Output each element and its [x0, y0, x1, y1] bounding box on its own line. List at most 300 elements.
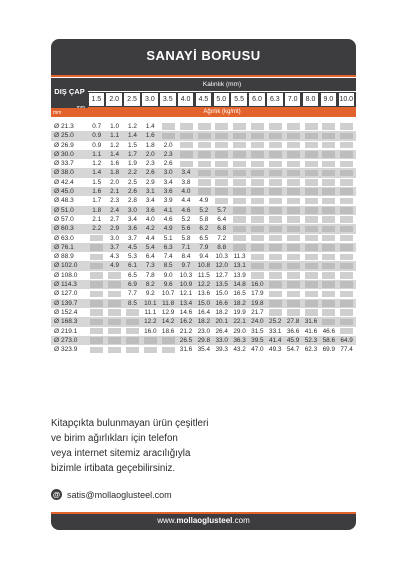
outer-diameter-cell: Ø 21.3: [54, 123, 74, 130]
empty-cell: [340, 254, 353, 261]
outer-diameter-cell: Ø 323.9: [54, 346, 78, 354]
outer-diameter-cell: Ø 102.0: [54, 262, 78, 270]
weight-cell: 7.7: [127, 290, 137, 298]
contact-note-line: Kitapçıkta bulunmayan ürün çeşitleri: [51, 418, 209, 429]
empty-cell: [322, 291, 335, 298]
outer-diameter-unit-left: mm: [53, 110, 62, 116]
empty-cell: [287, 254, 300, 261]
weight-cell: 1.5: [92, 178, 102, 186]
weight-cell: 11.5: [197, 271, 210, 279]
empty-cell: [90, 337, 103, 344]
empty-cell: [215, 188, 228, 195]
email-contact[interactable]: [51, 489, 172, 500]
weight-cell: 9.6: [163, 281, 173, 289]
empty-cell: [90, 291, 103, 298]
empty-cell: [144, 337, 157, 344]
empty-cell: [322, 272, 335, 279]
empty-cell: [269, 161, 282, 168]
empty-cell: [305, 291, 318, 298]
footer-bar: [51, 512, 356, 530]
empty-cell: [251, 207, 264, 214]
table-row: [51, 308, 356, 317]
weight-cell: 1.4: [145, 123, 155, 130]
weight-cell: 8.4: [181, 253, 191, 261]
weight-cell: 14.8: [233, 281, 246, 289]
weight-cell: 24.0: [251, 318, 264, 326]
empty-cell: [287, 179, 300, 186]
empty-cell: [340, 244, 353, 251]
empty-cell: [198, 170, 211, 177]
weight-cell: 8.5: [163, 262, 173, 270]
website-suffix: .com: [232, 516, 250, 525]
empty-cell: [287, 207, 300, 214]
weight-cell: 22.1: [233, 318, 246, 326]
empty-cell: [251, 133, 264, 140]
weight-cell: 12.7: [215, 271, 228, 279]
contact-note-line: bizimle irtibata geçebilirsiniz.: [51, 463, 176, 474]
weight-cell: 7.8: [145, 271, 155, 279]
empty-cell: [305, 170, 318, 177]
empty-cell: [269, 263, 282, 270]
weight-cell: 4.4: [181, 197, 191, 205]
empty-cell: [322, 198, 335, 205]
title-accent-stripe: [51, 75, 356, 77]
weight-cell: 2.0: [110, 178, 120, 186]
weight-cell: 39.5: [251, 336, 264, 344]
empty-cell: [269, 198, 282, 205]
empty-cell: [269, 235, 282, 242]
empty-cell: [198, 133, 211, 140]
table-row: [51, 252, 356, 261]
weight-cell: 18.6: [161, 327, 175, 335]
table-row: [51, 178, 356, 187]
empty-cell: [340, 216, 353, 223]
weight-cell: 26.4: [215, 327, 228, 335]
empty-cell: [269, 151, 282, 158]
weight-cell: 36.3: [233, 336, 246, 344]
empty-cell: [198, 123, 211, 130]
weight-cell: 12.2: [197, 281, 211, 289]
table-row: [51, 317, 356, 326]
weight-cell: 2.1: [110, 188, 120, 196]
thickness-value: 7.0: [285, 93, 301, 106]
weight-cell: 16.0: [144, 327, 157, 335]
weight-cell: 4.0: [181, 188, 191, 196]
weight-cell: 3.0: [110, 234, 120, 242]
weight-cell: 16.5: [233, 290, 246, 298]
empty-cell: [233, 216, 246, 223]
empty-cell: [233, 198, 246, 205]
table-row: [51, 243, 356, 252]
empty-cell: [90, 319, 103, 326]
weight-cell: 6.4: [145, 253, 155, 261]
empty-cell: [305, 133, 318, 140]
weight-cell: 1.2: [127, 123, 137, 130]
weight-cell: 13.5: [215, 281, 228, 289]
table-row: [51, 131, 356, 140]
empty-cell: [108, 291, 121, 298]
weight-cell: 0.9: [92, 132, 102, 140]
weight-cell: 4.9: [163, 225, 173, 233]
empty-cell: [340, 309, 353, 316]
weight-cell: 3.1: [145, 188, 155, 196]
email-address[interactable]: satis@mollaoglusteel.com: [67, 489, 172, 500]
empty-cell: [162, 347, 175, 354]
empty-cell: [287, 216, 300, 223]
empty-cell: [340, 151, 353, 158]
weight-cell: 16.6: [215, 299, 228, 307]
empty-cell: [215, 133, 228, 140]
weight-cell: 4.6: [181, 206, 191, 214]
empty-cell: [233, 123, 246, 130]
weight-cell: 4.0: [145, 215, 155, 223]
empty-cell: [108, 300, 121, 307]
outer-diameter-cell: Ø 76.1: [54, 243, 74, 251]
outer-diameter-header: [51, 78, 88, 117]
weight-cell: 4.4: [145, 234, 155, 242]
empty-cell: [340, 235, 353, 242]
weight-cell: 3.4: [145, 197, 155, 205]
weight-cell: 7.1: [181, 243, 191, 251]
outer-diameter-label: DIŞ ÇAP: [54, 87, 85, 96]
outer-diameter-cell: Ø 51.0: [54, 206, 74, 214]
weight-cell: 6.8: [217, 225, 227, 233]
thickness-value: 3.0: [142, 93, 158, 106]
empty-cell: [180, 142, 193, 149]
empty-cell: [233, 133, 246, 140]
empty-cell: [215, 161, 228, 168]
empty-cell: [269, 291, 282, 298]
weight-cell: 3.4: [181, 169, 191, 177]
weight-cell: 27.8: [286, 318, 300, 326]
weight-cell: 1.8: [110, 169, 120, 177]
weight-cell: 3.7: [127, 234, 137, 242]
empty-cell: [322, 216, 335, 223]
table-row: [51, 234, 356, 243]
weight-cell: 21.2: [179, 327, 193, 335]
weight-cell: 9.2: [145, 290, 155, 298]
empty-cell: [126, 328, 139, 335]
table-row: [51, 122, 356, 131]
empty-cell: [287, 272, 300, 279]
weight-cell: 2.6: [127, 188, 137, 196]
empty-cell: [251, 244, 264, 251]
outer-diameter-cell: Ø 26.9: [54, 141, 74, 149]
outer-diameter-cell: Ø 152.4: [54, 308, 78, 316]
empty-cell: [233, 161, 246, 168]
thickness-value: 3.5: [160, 93, 176, 106]
empty-cell: [90, 309, 103, 316]
empty-cell: [233, 142, 246, 149]
weight-cell: 3.0: [127, 206, 137, 214]
empty-cell: [215, 170, 228, 177]
empty-cell: [305, 123, 318, 130]
weight-cell: 39.3: [215, 346, 228, 354]
empty-cell: [269, 123, 282, 130]
empty-cell: [287, 133, 300, 140]
weight-cell: 3.7: [110, 243, 120, 251]
table-row: [51, 196, 356, 205]
outer-diameter-cell: Ø 38.0: [54, 169, 74, 177]
empty-cell: [322, 133, 335, 140]
outer-diameter-cell: Ø 30.0: [54, 150, 74, 158]
weight-cell: 6.5: [127, 271, 137, 279]
page-title: SANAYİ BORUSU: [146, 48, 261, 63]
empty-cell: [287, 198, 300, 205]
weight-cell: 54.7: [286, 346, 300, 354]
weight-cell: 3.6: [163, 188, 173, 196]
weight-cell: 12.9: [161, 308, 175, 316]
empty-cell: [305, 300, 318, 307]
empty-cell: [269, 281, 282, 288]
empty-cell: [233, 151, 246, 158]
empty-cell: [215, 142, 228, 149]
empty-cell: [251, 151, 264, 158]
empty-cell: [251, 188, 264, 195]
empty-cell: [340, 179, 353, 186]
weight-cell: 6.5: [199, 234, 209, 242]
thickness-value: 2.5: [124, 93, 140, 106]
weight-cell: 11.3: [233, 253, 246, 261]
weight-cell: 14.2: [161, 318, 175, 326]
empty-cell: [269, 309, 282, 316]
empty-cell: [269, 207, 282, 214]
weight-cell: 1.6: [92, 188, 102, 196]
outer-diameter-cell: Ø 168.3: [54, 318, 78, 326]
empty-cell: [251, 235, 264, 242]
empty-cell: [305, 161, 318, 168]
weight-cell: 19.9: [233, 308, 246, 316]
weight-cell: 5.2: [181, 215, 191, 223]
contact-note-line: veya internet sitemiz aracılığıyla: [51, 448, 191, 459]
weight-cell: 18.2: [215, 308, 228, 316]
empty-cell: [305, 226, 318, 233]
weight-cell: 6.9: [127, 281, 137, 289]
weight-cell: 7.4: [163, 253, 173, 261]
weight-cell: 11.1: [144, 308, 157, 316]
empty-cell: [305, 263, 318, 270]
outer-diameter-cell: Ø 48.3: [54, 197, 74, 205]
empty-cell: [322, 161, 335, 168]
weight-cell: 11.8: [162, 299, 175, 307]
weight-cell: 52.3: [304, 336, 318, 344]
weight-cell: 16.2: [179, 318, 193, 326]
weight-cell: 5.3: [127, 253, 137, 261]
outer-diameter-cell: Ø 219.1: [54, 327, 78, 335]
weight-cell: 31.5: [251, 327, 264, 335]
weight-cell: 12.2: [144, 318, 157, 326]
weight-cell: 1.8: [145, 141, 155, 149]
contact-note-line: ve birim ağırlıkları için telefon: [51, 433, 178, 444]
table-row: [51, 224, 356, 233]
empty-cell: [305, 281, 318, 288]
empty-cell: [90, 347, 103, 354]
empty-cell: [108, 337, 121, 344]
weight-cell: 9.0: [163, 271, 173, 279]
weight-cell: 1.4: [92, 169, 102, 177]
table-row: [51, 271, 356, 280]
outer-diameter-cell: Ø 33.7: [54, 160, 74, 168]
thickness-values-row: [88, 92, 356, 107]
weight-cell: 1.6: [145, 132, 155, 140]
empty-cell: [269, 272, 282, 279]
empty-cell: [269, 133, 282, 140]
empty-cell: [251, 142, 264, 149]
weight-cell: 3.6: [127, 225, 137, 233]
footer-accent-stripe: [51, 512, 356, 514]
thickness-value: 6.0: [249, 93, 265, 106]
empty-cell: [108, 309, 121, 316]
empty-cell: [198, 188, 211, 195]
empty-cell: [287, 151, 300, 158]
weight-cell: 41.4: [269, 336, 282, 344]
outer-diameter-cell: Ø 63.0: [54, 234, 74, 242]
weight-cell: 2.1: [92, 215, 102, 223]
empty-cell: [305, 179, 318, 186]
weight-cell: 35.4: [197, 346, 211, 354]
weight-cell: 8.8: [217, 243, 227, 251]
empty-cell: [251, 272, 264, 279]
outer-diameter-cell: Ø 88.9: [54, 253, 74, 261]
empty-cell: [322, 207, 335, 214]
thickness-value: 2.0: [106, 93, 122, 106]
empty-cell: [198, 142, 211, 149]
empty-cell: [126, 337, 139, 344]
weight-cell: 0.7: [92, 123, 102, 130]
thickness-value: 8.0: [303, 93, 319, 106]
empty-cell: [322, 235, 335, 242]
table-row: [51, 289, 356, 298]
empty-cell: [305, 188, 318, 195]
weight-cell: 1.0: [110, 123, 120, 130]
empty-cell: [322, 244, 335, 251]
thickness-value: 5.5: [231, 93, 247, 106]
weight-cell: 5.1: [163, 234, 173, 242]
empty-cell: [340, 300, 353, 307]
empty-cell: [269, 170, 282, 177]
outer-diameter-cell: Ø 42.4: [54, 178, 74, 186]
empty-cell: [305, 216, 318, 223]
empty-cell: [180, 161, 193, 168]
table-row: [51, 215, 356, 224]
empty-cell: [287, 161, 300, 168]
weight-cell: 4.9: [110, 262, 120, 270]
weight-cell: 18.2: [197, 318, 211, 326]
weight-cell: 62.3: [304, 346, 318, 354]
thickness-value: 10.0: [339, 93, 355, 106]
weight-cell: 6.4: [217, 215, 227, 223]
weight-cell: 10.1: [144, 299, 157, 307]
empty-cell: [90, 281, 103, 288]
empty-cell: [108, 281, 121, 288]
weight-cell: 29.0: [233, 327, 246, 335]
empty-cell: [269, 216, 282, 223]
weight-cell: 6.1: [127, 262, 137, 270]
weight-cell: 2.9: [110, 225, 120, 233]
weight-cell: 45.9: [286, 336, 300, 344]
empty-cell: [126, 319, 139, 326]
thickness-value: 5.0: [214, 93, 230, 106]
weight-cell: 5.8: [199, 215, 209, 223]
weight-cell: 10.9: [179, 281, 193, 289]
weight-cell: 15.0: [197, 299, 211, 307]
empty-cell: [233, 170, 246, 177]
weight-cell: 31.6: [304, 318, 318, 326]
empty-cell: [269, 142, 282, 149]
weight-cell: 26.5: [179, 336, 193, 344]
empty-cell: [162, 337, 175, 344]
weight-cell: 6.2: [199, 225, 209, 233]
empty-cell: [269, 179, 282, 186]
empty-cell: [340, 272, 353, 279]
thickness-value: 4.5: [196, 93, 212, 106]
weight-cell: 29.8: [197, 336, 211, 344]
empty-cell: [322, 300, 335, 307]
empty-cell: [215, 179, 228, 186]
empty-cell: [305, 207, 318, 214]
outer-diameter-cell: Ø 114.3: [54, 281, 77, 289]
weight-cell: 5.7: [217, 206, 227, 214]
empty-cell: [90, 272, 103, 279]
weight-cell: 33.0: [215, 336, 228, 344]
empty-cell: [251, 263, 264, 270]
empty-cell: [90, 235, 103, 242]
weight-cell: 49.3: [269, 346, 282, 354]
empty-cell: [287, 291, 300, 298]
website-link[interactable]: [51, 516, 356, 525]
empty-cell: [126, 347, 139, 354]
outer-diameter-cell: Ø 25.0: [54, 132, 74, 140]
weight-cell: 6.3: [163, 243, 173, 251]
empty-cell: [340, 133, 353, 140]
weight-cell: 33.1: [269, 327, 282, 335]
weight-cell: 2.5: [127, 178, 137, 186]
table-row: [51, 168, 356, 177]
table-row: [51, 299, 356, 308]
contact-note: [51, 416, 311, 476]
empty-cell: [305, 198, 318, 205]
weight-cell: 2.8: [127, 197, 137, 205]
title-bar: [51, 39, 356, 77]
outer-diameter-unit-bar: [51, 108, 88, 117]
empty-cell: [322, 188, 335, 195]
weight-cell: 2.6: [163, 160, 173, 168]
empty-cell: [322, 142, 335, 149]
weight-cell: 77.4: [340, 346, 353, 354]
empty-cell: [340, 319, 353, 326]
website-prefix: www.: [157, 516, 177, 525]
weight-cell: 13.6: [197, 290, 211, 298]
empty-cell: [180, 151, 193, 158]
thickness-value: 6.3: [267, 93, 283, 106]
thickness-value: 9.0: [321, 93, 337, 106]
weight-cell: 2.3: [145, 160, 155, 168]
empty-cell: [108, 319, 121, 326]
weight-cell: 2.2: [92, 225, 102, 233]
empty-cell: [287, 263, 300, 270]
empty-cell: [233, 235, 246, 242]
empty-cell: [90, 244, 103, 251]
empty-cell: [251, 226, 264, 233]
empty-cell: [287, 309, 300, 316]
empty-cell: [233, 188, 246, 195]
weight-cell: 13.9: [233, 271, 246, 279]
weight-cell: 47.0: [251, 346, 264, 354]
weight-cell: 1.4: [110, 150, 120, 158]
weight-cell: 36.6: [286, 327, 300, 335]
weight-cell: 2.3: [163, 150, 173, 158]
empty-cell: [340, 291, 353, 298]
